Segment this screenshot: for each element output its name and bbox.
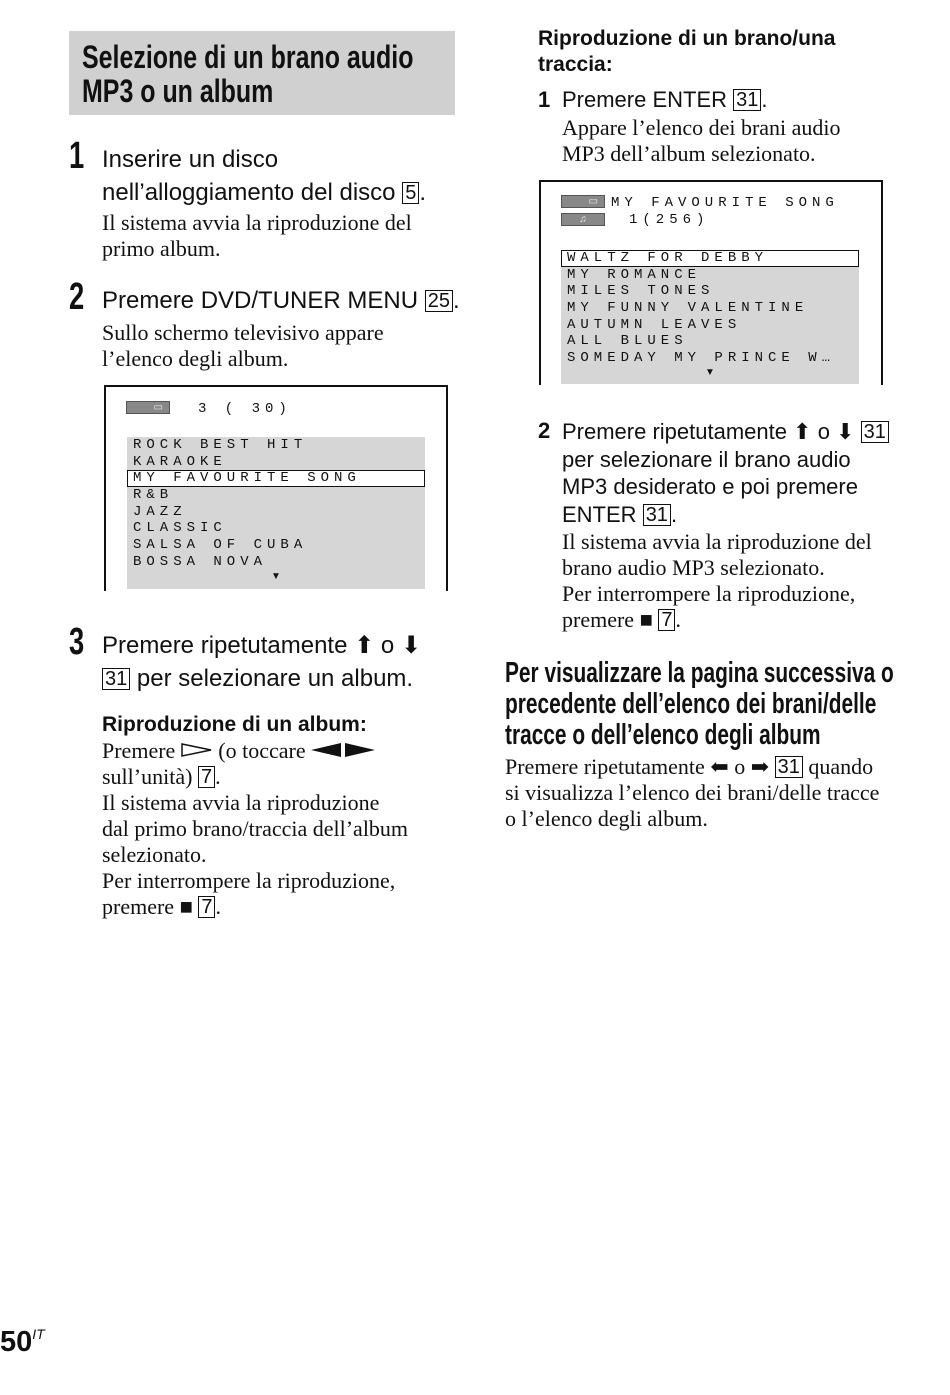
- body-line: brano audio MP3 selezionato.: [562, 555, 825, 580]
- body-line: selezionato.: [102, 842, 207, 867]
- heading-text: Premere DVD/TUNER MENU: [102, 287, 419, 314]
- step-1-body: [102, 210, 412, 262]
- tv-screen-album-list: [104, 385, 448, 591]
- title-line: Per visualizzare la pagina successiva o: [505, 657, 894, 689]
- list-item[interactable]: SOMEDAY MY PRINCE W…: [567, 350, 836, 367]
- heading-text: Premere ripetutamente: [562, 419, 787, 444]
- heading-text: ENTER: [562, 501, 637, 527]
- step-3-body: [102, 738, 408, 920]
- list-item[interactable]: AUTUMN LEAVES: [567, 316, 742, 333]
- reference-number: 7: [198, 896, 215, 918]
- step-2-body: [102, 320, 384, 372]
- list-item-selected[interactable]: WALTZ FOR DEBBY: [561, 250, 859, 267]
- body-line: Sullo schermo televisivo appare: [102, 320, 384, 345]
- body-line: Il sistema avvia la riproduzione del: [562, 529, 872, 554]
- list-item[interactable]: SALSA OF CUBA: [133, 537, 308, 554]
- subheading-track-playback: [538, 26, 835, 78]
- list-item[interactable]: R&B: [133, 487, 174, 504]
- album-list-items: [127, 437, 425, 571]
- reference-number: 31: [102, 668, 130, 690]
- scroll-down-icon: ▼: [705, 366, 715, 378]
- subheading-line: Riproduzione di un brano/una: [538, 27, 836, 50]
- step-number: 2: [538, 418, 551, 443]
- step-1-heading: [102, 143, 426, 209]
- track-list: [561, 250, 859, 384]
- album-list: [127, 437, 425, 589]
- heading-line: Inserire un disco: [102, 146, 279, 173]
- up-arrow-icon: ⬆: [793, 419, 812, 444]
- step-number: 1: [69, 135, 85, 177]
- subheading-album-playback: Riproduzione di un album:: [102, 713, 367, 736]
- body-line: dal primo brano/traccia dell’album: [102, 816, 409, 841]
- heading-text: per selezionare un album.: [136, 665, 414, 692]
- section-title-line: MP3 o un album: [82, 73, 274, 109]
- body-line: o l’elenco degli album.: [505, 806, 708, 831]
- heading-line: per selezionare il brano audio: [562, 446, 851, 472]
- right-step-2-body: [562, 529, 872, 633]
- title-line: tracce o dell’elenco degli album: [505, 719, 821, 751]
- reference-number: 31: [775, 756, 803, 778]
- down-arrow-icon: ⬇: [400, 632, 422, 659]
- body-text: Premere ripetutamente: [505, 754, 705, 779]
- section-title-line: Selezione di un brano audio: [82, 39, 414, 75]
- body-text: sull’unità): [102, 764, 193, 789]
- body-text: quando: [808, 754, 874, 779]
- reference-number: 25: [425, 290, 453, 312]
- reference-number: 31: [643, 504, 671, 526]
- body-text: o: [734, 754, 746, 779]
- album-count: 3 ( 30): [198, 401, 292, 417]
- folder-icon: ▭: [561, 195, 605, 208]
- list-item[interactable]: ALL BLUES: [567, 333, 688, 350]
- list-item[interactable]: JAZZ: [133, 503, 187, 520]
- heading-text: o: [817, 419, 830, 444]
- heading-line: [102, 662, 421, 695]
- body-line: Per interrompere la riproduzione,: [102, 868, 396, 893]
- down-arrow-icon: ⬇: [836, 419, 855, 444]
- body-line: premere ■ 7 .: [562, 607, 681, 632]
- heading-line: nell’alloggiamento del disco 5 .: [102, 179, 426, 206]
- body-text: (o toccare: [218, 738, 306, 763]
- tv-screen-track-list: [539, 180, 883, 385]
- reference-number: 7: [658, 609, 675, 631]
- right-step-2-heading: [562, 418, 889, 528]
- step-3-heading: [102, 629, 421, 695]
- right-step-1-body: [562, 115, 841, 167]
- heading-line: MP3 desiderato e poi premere: [562, 474, 858, 499]
- step-number: 1: [538, 87, 551, 112]
- nav-section-body: [505, 754, 879, 832]
- language-suffix: IT: [32, 1326, 45, 1342]
- title-line: precedente dell’elenco dei brani/delle: [505, 688, 877, 720]
- body-text: premere: [562, 607, 635, 632]
- step-number: 2: [69, 276, 85, 318]
- body-line: Per interrompere la riproduzione,: [562, 581, 856, 606]
- right-arrow-icon: ➡: [750, 754, 770, 779]
- reference-number: 31: [733, 89, 761, 111]
- list-item-selected[interactable]: MY FAVOURITE SONG: [127, 470, 425, 487]
- list-item[interactable]: BOSSA NOVA: [133, 553, 268, 570]
- body-line: premere ■ 7 .: [102, 894, 221, 919]
- body-line: primo album.: [102, 236, 221, 261]
- body-line: [505, 754, 879, 780]
- body-line: l’elenco degli album.: [102, 346, 289, 371]
- heading-text: Premere ENTER: [562, 87, 728, 112]
- music-note-icon: ♫: [561, 213, 605, 226]
- stop-icon: ■: [179, 894, 193, 919]
- heading-text: nell’alloggiamento del disco: [102, 179, 396, 206]
- body-line: Appare l’elenco dei brani audio: [562, 115, 841, 140]
- body-line: si visualizza l’elenco dei brani/delle tracce: [505, 780, 880, 805]
- subheading-line: traccia:: [538, 53, 613, 76]
- album-name: MY FAVOURITE SONG: [611, 195, 839, 211]
- reference-number: 5: [402, 182, 419, 204]
- left-right-icon: [311, 738, 375, 763]
- list-item[interactable]: MY ROMANCE: [567, 266, 702, 283]
- list-item[interactable]: CLASSIC: [133, 520, 227, 537]
- list-item[interactable]: ROCK BEST HIT: [133, 437, 308, 453]
- step-2-heading: Premere DVD/TUNER MENU 25 .: [102, 287, 460, 314]
- heading-line: [102, 629, 421, 662]
- body-text: premere: [102, 894, 175, 919]
- reference-number: 31: [861, 421, 889, 443]
- body-line: MP3 dell’album selezionato.: [562, 141, 816, 166]
- scroll-down-icon: ▼: [271, 570, 281, 582]
- body-line: [102, 738, 408, 764]
- nav-section-title: [505, 658, 894, 751]
- page-number-value: 50: [0, 1326, 33, 1358]
- left-arrow-icon: ⬅: [710, 754, 729, 779]
- heading-line: [562, 418, 889, 446]
- folder-icon: ▭: [126, 401, 170, 414]
- body-line: Il sistema avvia la riproduzione: [102, 790, 380, 815]
- body-text: Premere: [102, 738, 176, 763]
- list-item[interactable]: MILES TONES: [567, 283, 715, 300]
- play-icon: [181, 738, 213, 763]
- heading-text: o: [380, 632, 395, 659]
- page-number: [0, 1326, 45, 1359]
- list-item[interactable]: KARAOKE: [133, 453, 227, 470]
- track-list-items: [561, 250, 859, 367]
- body-line: sull’unità) 7 .: [102, 764, 221, 789]
- stop-icon: ■: [639, 607, 653, 632]
- right-step-1-heading: Premere ENTER 31 .: [562, 87, 768, 112]
- reference-number: 7: [198, 766, 215, 788]
- section-title: [82, 40, 413, 108]
- up-arrow-icon: ⬆: [354, 632, 375, 659]
- step-number: 3: [69, 621, 85, 663]
- track-count: 1(256): [629, 212, 710, 228]
- body-line: Il sistema avvia la riproduzione del: [102, 210, 412, 235]
- list-item[interactable]: MY FUNNY VALENTINE: [567, 300, 809, 317]
- heading-text: Premere ripetutamente: [102, 632, 348, 659]
- heading-line: ENTER 31 .: [562, 501, 678, 527]
